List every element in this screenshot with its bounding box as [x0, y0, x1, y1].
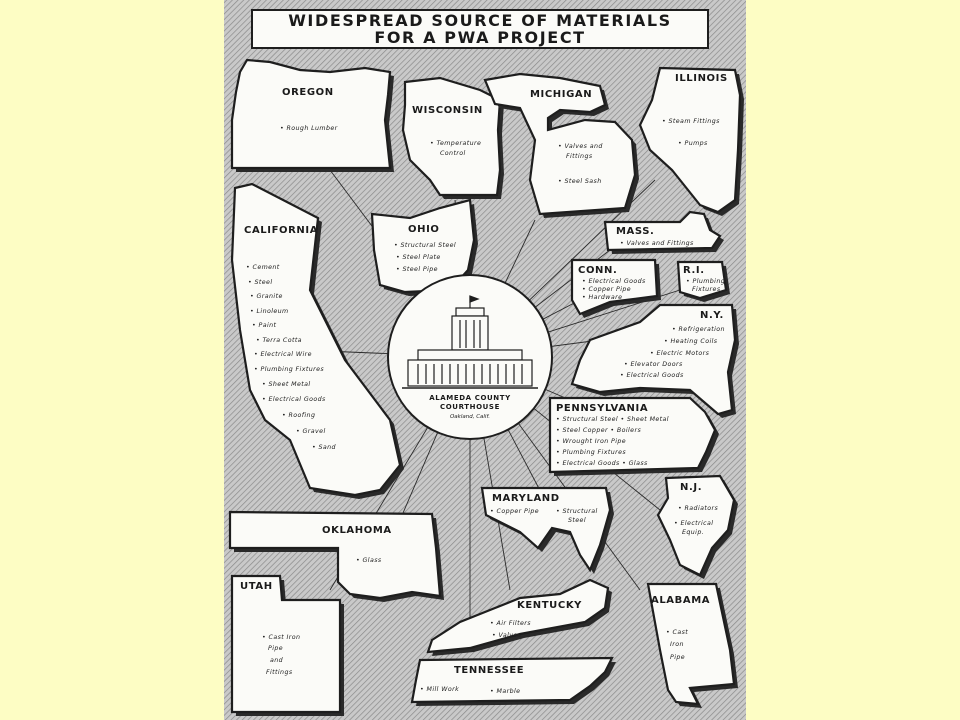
title-line-1: WIDESPREAD SOURCE OF MATERIALS	[288, 11, 672, 30]
material-ny-1: • Refrigeration	[672, 326, 725, 333]
material-michigan-3: • Steel Sash	[558, 178, 602, 185]
state-name-maryland: MARYLAND	[492, 493, 560, 504]
material-ny-3: • Electric Motors	[650, 350, 710, 357]
title-line-2: FOR A PWA PROJECT	[374, 28, 586, 47]
material-california-7: • Electrical Wire	[254, 351, 312, 358]
material-tennessee-2: • Marble	[490, 688, 521, 695]
material-ri-2: Fixtures	[692, 286, 721, 293]
material-wisconsin-1: • Temperature	[430, 140, 482, 147]
material-utah-4: Fittings	[266, 669, 293, 676]
material-california-12: • Gravel	[296, 428, 326, 435]
state-rhode-island	[678, 262, 730, 302]
material-california-3: • Granite	[250, 293, 283, 300]
material-california-13: • Sand	[312, 444, 336, 451]
state-pennsylvania	[550, 398, 719, 476]
material-california-8: • Plumbing Fixtures	[254, 366, 325, 373]
material-michigan-1: • Valves and	[558, 143, 603, 150]
material-wisconsin-2: Control	[440, 150, 466, 157]
material-illinois-2: • Pumps	[678, 140, 708, 147]
material-utah-3: and	[270, 657, 284, 664]
material-ohio-1: • Structural Steel	[394, 242, 457, 249]
material-ri-1: • Plumbing	[686, 278, 726, 285]
material-pennsylvania-2: • Steel Copper • Boilers	[556, 427, 642, 434]
material-kentucky-2: • Valves	[492, 632, 522, 639]
material-california-1: • Cement	[246, 264, 280, 271]
material-alabama-3: Pipe	[670, 654, 686, 661]
state-name-alabama: ALABAMA	[651, 595, 711, 606]
state-name-utah: UTAH	[240, 581, 273, 592]
state-name-california: CALIFORNIA	[244, 225, 319, 236]
material-utah-1: • Cast Iron	[262, 634, 301, 641]
courthouse-location: Oakland, Calif.	[449, 414, 491, 420]
material-california-2: • Steel	[248, 279, 273, 286]
state-name-tennessee: TENNESSEE	[454, 665, 525, 676]
courthouse-name-line-2: COURTHOUSE	[440, 403, 500, 411]
material-utah-2: Pipe	[268, 645, 284, 652]
material-ohio-3: • Steel Pipe	[396, 266, 438, 273]
material-ny-2: • Heating Coils	[664, 338, 718, 345]
state-name-michigan: MICHIGAN	[530, 89, 593, 100]
material-california-10: • Electrical Goods	[262, 396, 326, 403]
material-california-9: • Sheet Metal	[262, 381, 311, 388]
material-tennessee-1: • Mill Work	[420, 686, 460, 693]
state-name-oklahoma: OKLAHOMA	[322, 525, 392, 536]
material-conn-2: • Copper Pipe	[582, 286, 632, 293]
state-name-ri: R.I.	[683, 265, 705, 276]
state-name-illinois: ILLINOIS	[675, 73, 728, 84]
material-maryland-2: • Structural	[556, 508, 598, 515]
state-name-conn: CONN.	[578, 265, 618, 276]
state-name-pennsylvania: PENNSYLVANIA	[556, 403, 649, 414]
material-oregon-1: • Rough Lumber	[280, 125, 338, 132]
material-alabama-2: Iron	[670, 641, 684, 648]
courthouse-name-line-1: ALAMEDA COUNTY	[429, 394, 511, 402]
state-name-oregon: OREGON	[282, 87, 334, 98]
material-maryland-3: Steel	[568, 517, 586, 524]
title-banner	[252, 10, 708, 48]
material-pennsylvania-4: • Plumbing Fixtures	[556, 449, 627, 456]
state-name-mass: MASS.	[616, 226, 655, 237]
material-oklahoma-1: • Glass	[356, 557, 382, 564]
state-name-kentucky: KENTUCKY	[517, 600, 583, 611]
state-name-ny: N.Y.	[700, 310, 724, 321]
material-california-5: • Paint	[252, 322, 277, 329]
material-ny-5: • Electrical Goods	[620, 372, 684, 379]
material-conn-1: • Electrical Goods	[582, 278, 646, 285]
state-name-nj: N.J.	[680, 482, 703, 493]
material-pennsylvania-5: • Electrical Goods • Glass	[556, 460, 648, 467]
state-name-ohio: OHIO	[408, 224, 440, 235]
material-kentucky-1: • Air Filters	[490, 620, 531, 627]
material-pennsylvania-1: • Structural Steel • Sheet Metal	[556, 416, 669, 423]
material-nj-2: • Electrical	[674, 520, 714, 527]
material-ohio-2: • Steel Plate	[396, 254, 441, 261]
material-nj-1: • Radiators	[678, 505, 719, 512]
state-name-wisconsin: WISCONSIN	[412, 105, 483, 116]
material-michigan-2: Fittings	[566, 153, 593, 160]
state-oregon	[232, 60, 394, 172]
material-nj-3: Equip.	[682, 529, 705, 536]
material-mass-1: • Valves and Fittings	[620, 240, 694, 247]
material-alabama-1: • Cast	[666, 629, 689, 636]
material-ny-4: • Elevator Doors	[624, 361, 683, 368]
material-illinois-1: • Steam Fittings	[662, 118, 720, 125]
material-california-4: • Linoleum	[250, 308, 289, 315]
courthouse-medallion	[388, 275, 552, 439]
material-conn-3: • Hardware	[582, 294, 623, 301]
material-maryland-1: • Copper Pipe	[490, 508, 540, 515]
material-pennsylvania-3: • Wrought Iron Pipe	[556, 438, 627, 445]
material-california-11: • Roofing	[282, 412, 316, 419]
material-california-6: • Terra Cotta	[256, 337, 302, 344]
